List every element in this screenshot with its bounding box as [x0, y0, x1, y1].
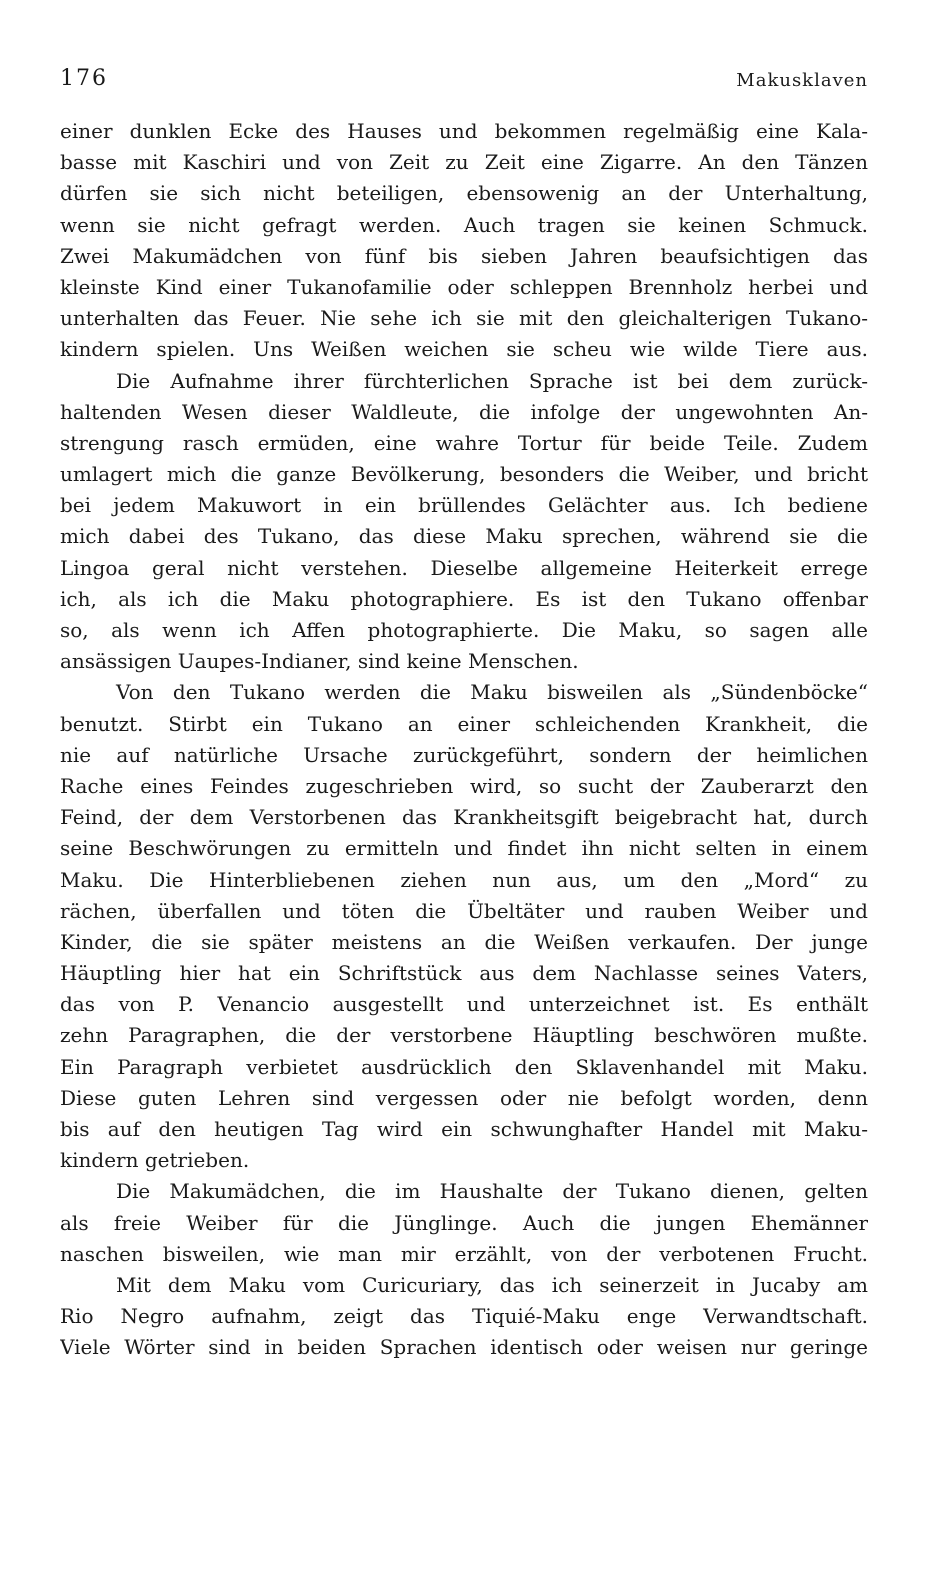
body-text	[60, 116, 868, 1364]
text-line: Die Makumädchen, die im Haushalte der Tukano dienen, gelten	[116, 1179, 868, 1204]
text-line: Kinder, die sie später meistens an die Weißen verkaufen. Der junge	[60, 929, 868, 954]
text-line: mich dabei des Tukano, das diese Maku sprechen, während sie die	[60, 524, 868, 549]
text-line: kindern spielen. Uns Weißen weichen sie scheu wie wilde Tiere aus.	[60, 337, 868, 362]
text-line: dürfen sie sich nicht beteiligen, ebensowenig an der Unterhaltung,	[60, 181, 868, 206]
text-line: Ein Paragraph verbietet ausdrücklich den Sklavenhandel mit Maku.	[60, 1054, 868, 1079]
text-line: Lingoa geral nicht verstehen. Dieselbe allgemeine Heiterkeit errege	[60, 555, 868, 580]
text-line: unterhalten das Feuer. Nie sehe ich sie mit den gleichalterigen Tukano-	[60, 306, 868, 331]
page-number: 176	[60, 66, 108, 91]
text-line: zehn Paragraphen, die der verstorbene Häuptling beschwören mußte.	[60, 1023, 868, 1048]
text-line: kleinste Kind einer Tukanofamilie oder schleppen Brennholz herbei und	[60, 274, 868, 299]
text-line: bis auf den heutigen Tag wird ein schwunghafter Handel mit Maku-	[60, 1117, 868, 1141]
text-line: Häuptling hier hat ein Schriftstück aus dem Nachlasse seines Vaters,	[60, 961, 868, 986]
text-line: Rio Negro aufnahm, zeigt das Tiquié-Maku enge Verwandtschaft.	[60, 1304, 868, 1329]
running-head: Makusklaven	[736, 70, 868, 91]
text-line: Rache eines Feindes zugeschrieben wird, so sucht der Zauberarzt den	[60, 773, 868, 798]
text-line: Viele Wörter sind in beiden Sprachen identisch oder weisen nur geringe	[60, 1335, 868, 1360]
text-line: naschen bisweilen, wie man mir erzählt, von der verbotenen Frucht.	[60, 1241, 868, 1266]
text-line: Feind, der dem Verstorbenen das Krankheitsgift beigebracht hat, durch	[60, 805, 868, 830]
text-line: das von P. Venancio ausgestellt und unterzeichnet ist. Es enthält	[60, 992, 868, 1017]
text-line: benutzt. Stirbt ein Tukano an einer schleichenden Krankheit, die	[60, 711, 868, 736]
text-line: wenn sie nicht gefragt werden. Auch tragen sie keinen Schmuck.	[60, 212, 868, 237]
text-line: Maku. Die Hinterbliebenen ziehen nun aus, um den „Mord“ zu	[60, 867, 868, 892]
text-line: ansässigen Uaupes-Indianer, sind keine Menschen.	[60, 649, 579, 674]
text-line: seine Beschwörungen zu ermitteln und findet ihn nicht selten in einem	[60, 836, 868, 861]
text-line: basse mit Kaschiri und von Zeit zu Zeit eine Zigarre. An den Tänzen	[60, 150, 868, 175]
page-header	[60, 66, 868, 100]
text-line: so, als wenn ich Affen photographierte. Die Maku, so sagen alle	[60, 618, 868, 642]
text-line: ich, als ich die Maku photographiere. Es ist den Tukano offenbar	[60, 586, 868, 611]
text-line: Von den Tukano werden die Maku bisweilen als „Sündenböcke“	[116, 680, 868, 705]
text-line: strengung rasch ermüden, eine wahre Tortur für beide Teile. Zudem	[60, 430, 868, 455]
text-line: Die Aufnahme ihrer fürchterlichen Sprache ist bei dem zurück-	[116, 368, 868, 393]
text-line: einer dunklen Ecke des Hauses und bekommen regelmäßig eine Kala-	[60, 119, 868, 143]
text-line: Zwei Makumädchen von fünf bis sieben Jahren beaufsichtigen das	[60, 243, 868, 268]
text-line: umlagert mich die ganze Bevölkerung, besonders die Weiber, und bricht	[60, 462, 868, 487]
text-line: rächen, überfallen und töten die Übeltäter und rauben Weiber und	[60, 898, 868, 923]
text-line: kindern getrieben.	[60, 1148, 250, 1173]
text-line: bei jedem Makuwort in ein brüllendes Gelächter aus. Ich bediene	[60, 493, 868, 518]
text-line: haltenden Wesen dieser Waldleute, die infolge der ungewohnten An-	[60, 399, 868, 424]
text-line: als freie Weiber für die Jünglinge. Auch die jungen Ehemänner	[60, 1210, 868, 1235]
text-line: nie auf natürliche Ursache zurückgeführt, sondern der heimlichen	[60, 742, 868, 767]
text-line: Diese guten Lehren sind vergessen oder nie befolgt worden, denn	[60, 1085, 868, 1110]
text-line: Mit dem Maku vom Curicuriary, das ich seinerzeit in Jucaby am	[116, 1272, 868, 1297]
